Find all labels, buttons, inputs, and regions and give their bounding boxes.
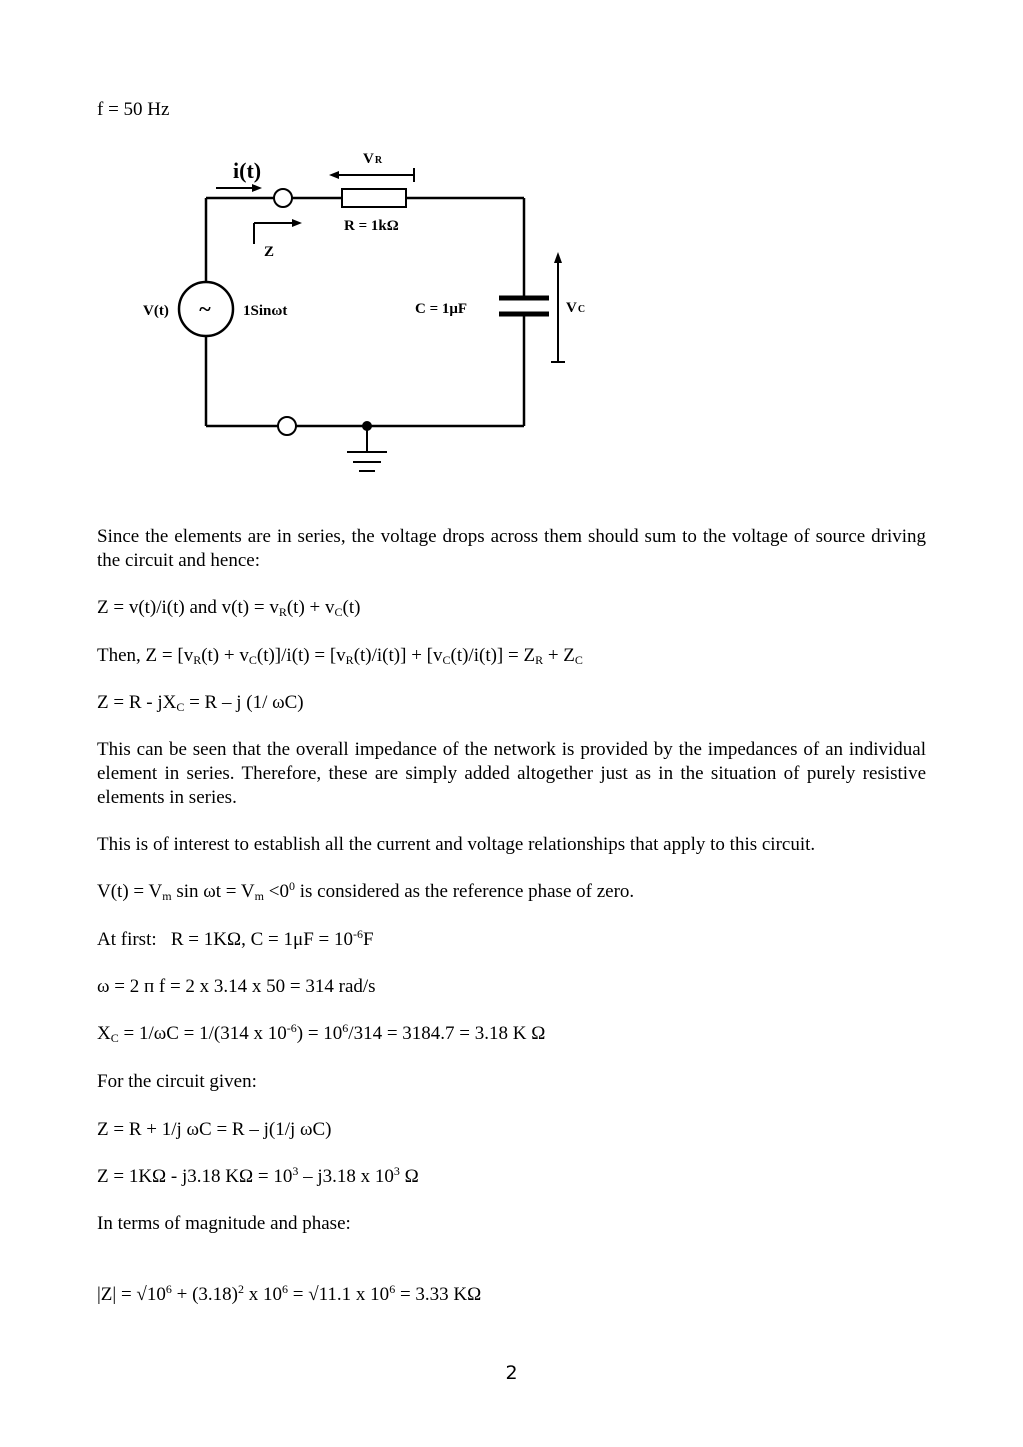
source-value-label: 1Sinωt bbox=[243, 303, 288, 319]
vc-arrow-icon bbox=[551, 252, 565, 362]
paragraph-magnitude-phase: In terms of magnitude and phase: bbox=[97, 1213, 351, 1234]
paragraph-overall-impedance: This can be seen that the overall impedance of the network is provided by the impedances of an individual element in series. Therefore, these are simply added altogether just as in the situation of purely resistive elements in series. bbox=[97, 739, 926, 808]
page-number: 2 bbox=[505, 1362, 518, 1384]
source-name-label: V(t) bbox=[143, 303, 169, 319]
impedance-label: Z bbox=[264, 244, 275, 260]
paragraph-circuit-given: For the circuit given: bbox=[97, 1071, 257, 1092]
equation-capacitive-reactance: $X_C = 1/\omega C = 1/(314$ x $10^{-6}) = 10^6/314 = 3184.7 = 3.18$ K Ω bbox=[97, 1021, 546, 1045]
current-label: i(t) bbox=[233, 158, 262, 183]
resistor-label: R = 1kΩ bbox=[344, 218, 399, 234]
rc-circuit-diagram bbox=[0, 130, 1023, 490]
equation-reference-phase: $V(t) = V_m$ $\sin \omega t = V_m <0^0$ is considered as the reference phase of zero. bbox=[97, 879, 635, 903]
vr-label: VR bbox=[363, 151, 383, 167]
equation-impedance-magnitude: $|Z| = √10^6 + (3.18)^2$ x $10^6 = √11.1$ x $10^6 = 3.33$ KΩ bbox=[97, 1282, 482, 1305]
current-arrow-icon bbox=[216, 184, 262, 192]
equation-impedance-value: Z = 1KΩ - j3.18 $K\Omega = 10^3 - j3.18$ x $10^3$ Ω bbox=[97, 1164, 419, 1187]
ground-icon bbox=[347, 421, 387, 471]
capacitor-symbol bbox=[499, 298, 549, 314]
equation-impedance-formula: Z = R + 1/j ωC = R – j(1/j ωC) bbox=[97, 1119, 332, 1140]
equation-impedance-sum: Then, $Z = [v_R(t) + v_C(t)]/i(t) = [v_R(t)/i(t)] + [v_C(t)/i(t)] = Z_R + Z_C$ bbox=[97, 645, 583, 667]
vr-arrow-icon bbox=[329, 168, 414, 182]
equation-given-values: At first: R = 1KΩ, $C = 1\mu F = 10^{-6}F$ bbox=[97, 927, 374, 950]
terminal-top bbox=[274, 189, 292, 207]
vc-label: VC bbox=[566, 300, 586, 316]
sine-wave-icon: ~ bbox=[199, 296, 211, 321]
paragraph-series-elements: Since the elements are in series, the voltage drops across them should sum to the voltage of source driving the circuit and hence: bbox=[97, 526, 926, 571]
impedance-arrow-icon bbox=[254, 219, 302, 244]
frequency-text: f = 50 Hz bbox=[97, 99, 170, 120]
paragraph-relationships: This is of interest to establish all the current and voltage relationships that apply to this circuit. bbox=[97, 834, 816, 855]
resistor-symbol bbox=[342, 189, 406, 207]
equation-reactance: $Z = R - jX_C = R - j$ (1/ ωC) bbox=[97, 692, 304, 714]
equation-angular-frequency: ω = 2 п f = 2 x 3.14 x 50 = 314 rad/s bbox=[97, 976, 376, 997]
equation-impedance-definition: Z = v(t)/i(t) and $v(t) = v_R(t) + v_C(t)$ bbox=[97, 597, 361, 619]
capacitor-label: C = 1μF bbox=[415, 301, 468, 317]
terminal-bottom bbox=[278, 417, 296, 435]
